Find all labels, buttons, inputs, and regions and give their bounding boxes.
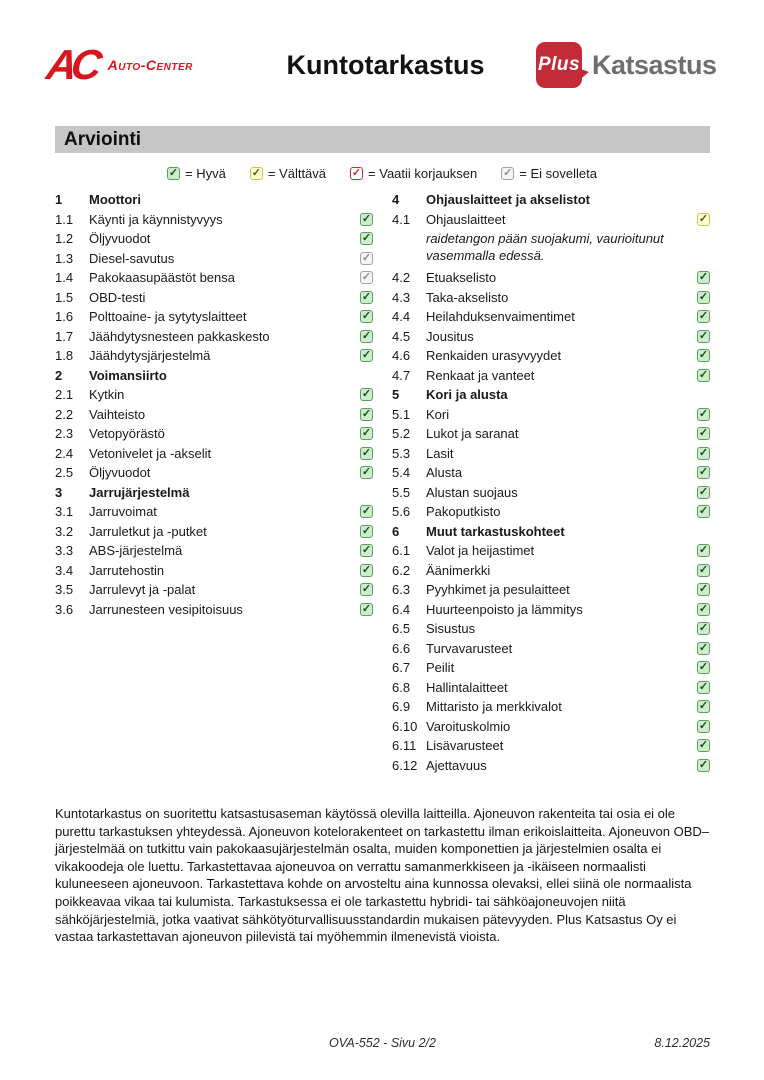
checkbox-good-icon: ✓ bbox=[361, 407, 372, 420]
item-number: 1.3 bbox=[55, 250, 74, 266]
checkbox-good-icon: ✓ bbox=[361, 290, 372, 303]
item-number: 2.4 bbox=[55, 445, 74, 461]
document-header bbox=[0, 0, 764, 96]
checklist-row bbox=[55, 405, 373, 425]
checkbox-good-icon: ✓ bbox=[698, 602, 709, 615]
item-label: Pakoputkisto bbox=[426, 504, 501, 520]
item-number: 5.6 bbox=[392, 504, 411, 520]
item-number: 1.5 bbox=[55, 289, 74, 305]
item-number: 6.10 bbox=[392, 718, 418, 734]
checkbox-repair-icon: ✓ bbox=[351, 167, 362, 179]
item-status bbox=[358, 291, 373, 304]
checkbox-good-icon: ✓ bbox=[698, 680, 709, 693]
item-status bbox=[358, 427, 373, 440]
checkbox-good-icon: ✓ bbox=[698, 505, 709, 518]
checklist-column-left bbox=[55, 190, 373, 619]
item-status bbox=[695, 291, 710, 304]
checklist-row bbox=[392, 405, 710, 425]
item-number: 4.6 bbox=[392, 348, 411, 364]
item-label: Jarrutehostin bbox=[89, 562, 165, 578]
item-number: 1.2 bbox=[55, 231, 74, 247]
checklist-row bbox=[392, 210, 710, 230]
checklist-row bbox=[55, 600, 373, 620]
item-label: Renkaiden urasyvyydet bbox=[426, 348, 562, 364]
checkbox-good-icon: ✓ bbox=[361, 583, 372, 596]
section-header-row bbox=[55, 366, 373, 386]
checklist-row bbox=[392, 268, 710, 288]
item-number: 6.4 bbox=[392, 601, 411, 617]
item-label: Taka-akselisto bbox=[426, 289, 509, 305]
item-number: 6.7 bbox=[392, 660, 411, 676]
checklist-row bbox=[392, 463, 710, 483]
item-status bbox=[695, 700, 710, 713]
footer-page-label: OVA-552 - Sivu 2/2 bbox=[328, 1036, 436, 1050]
section-header-row bbox=[55, 483, 373, 503]
item-label: OBD-testi bbox=[89, 289, 146, 305]
section-number: 4 bbox=[392, 192, 400, 208]
item-number: 3.1 bbox=[55, 504, 74, 520]
checklist-row bbox=[392, 600, 710, 620]
item-label: Käynti ja käynnistyvyys bbox=[89, 211, 223, 227]
checklist-row bbox=[392, 756, 710, 776]
checkbox-good-icon: ✓ bbox=[698, 719, 709, 732]
item-status bbox=[358, 349, 373, 362]
page-title: Kuntotarkastus bbox=[286, 49, 485, 80]
item-label: Jäähdytysnesteen pakkaskesto bbox=[89, 328, 270, 344]
item-status bbox=[358, 603, 373, 616]
item-label: Vaihteisto bbox=[89, 406, 146, 422]
checkbox-good-icon: ✓ bbox=[361, 329, 372, 342]
item-label: Peilit bbox=[426, 660, 455, 676]
item-status bbox=[358, 388, 373, 401]
item-number: 1.6 bbox=[55, 309, 74, 325]
item-number: 5.1 bbox=[392, 406, 411, 422]
checklist-row bbox=[392, 697, 710, 717]
checklist-row bbox=[392, 561, 710, 581]
item-label: Jarrunesteen vesipitoisuus bbox=[89, 601, 243, 617]
legend bbox=[0, 166, 764, 181]
section-title: Jarrujärjestelmä bbox=[89, 484, 190, 500]
item-number: 2.5 bbox=[55, 465, 74, 481]
item-number: 5.3 bbox=[392, 445, 411, 461]
item-number: 1.7 bbox=[55, 328, 74, 344]
item-status bbox=[695, 349, 710, 362]
item-label: Sisustus bbox=[426, 621, 476, 637]
checkbox-good-icon: ✓ bbox=[698, 446, 709, 459]
checklist-row bbox=[392, 678, 710, 698]
item-number: 3.6 bbox=[55, 601, 74, 617]
checkbox-good-icon: ✓ bbox=[361, 388, 372, 401]
item-number: 5.5 bbox=[392, 484, 411, 500]
checklist-row bbox=[55, 522, 373, 542]
item-status bbox=[695, 271, 710, 284]
item-label: Turvavarusteet bbox=[426, 640, 513, 656]
item-label: Jousitus bbox=[426, 328, 474, 344]
item-status bbox=[358, 252, 373, 265]
checkbox-good-icon: ✓ bbox=[698, 290, 709, 303]
checklist-row bbox=[55, 288, 373, 308]
checkbox-good-icon: ✓ bbox=[361, 524, 372, 537]
checkbox-fair-icon: ✓ bbox=[698, 212, 709, 225]
item-status bbox=[358, 505, 373, 518]
plus-badge-label: Plus bbox=[537, 54, 581, 75]
checklist-row bbox=[55, 463, 373, 483]
item-status bbox=[358, 447, 373, 460]
legend-item bbox=[250, 166, 326, 181]
checklist-row bbox=[392, 580, 710, 600]
item-number: 4.7 bbox=[392, 367, 411, 383]
item-status bbox=[695, 564, 710, 577]
checklist-row bbox=[55, 327, 373, 347]
checkbox-good-icon: ✓ bbox=[361, 212, 372, 225]
item-status bbox=[695, 330, 710, 343]
item-number: 6.2 bbox=[392, 562, 411, 578]
item-status bbox=[358, 213, 373, 226]
section-number: 3 bbox=[55, 484, 63, 500]
item-status bbox=[358, 544, 373, 557]
checkbox-good-icon: ✓ bbox=[698, 368, 709, 381]
checklist-row bbox=[55, 346, 373, 366]
checkbox-good-icon: ✓ bbox=[361, 544, 372, 557]
item-label: Diesel-savutus bbox=[89, 250, 175, 266]
legend-label: = Hyvä bbox=[185, 166, 226, 181]
item-number: 3.2 bbox=[55, 523, 74, 539]
item-number: 1.1 bbox=[55, 211, 74, 227]
legend-item bbox=[501, 166, 597, 181]
item-status bbox=[358, 271, 373, 284]
checkbox-good-icon: ✓ bbox=[361, 563, 372, 576]
checkbox-na-icon: ✓ bbox=[503, 167, 513, 179]
checklist-row bbox=[392, 327, 710, 347]
item-label: Ohjauslaitteet bbox=[426, 211, 506, 227]
item-label: Öljyvuodot bbox=[89, 465, 151, 481]
auto-center-logo-text: Auto-Center bbox=[107, 57, 193, 73]
legend-label: = Ei sovelleta bbox=[519, 166, 597, 181]
item-label: Renkaat ja vanteet bbox=[426, 367, 535, 383]
checklist-row bbox=[392, 658, 710, 678]
auto-center-logo bbox=[43, 41, 235, 88]
item-number: 6.6 bbox=[392, 640, 411, 656]
item-label: Huurteenpoisto ja lämmitys bbox=[426, 601, 583, 617]
item-label: Alustan suojaus bbox=[426, 484, 518, 500]
item-label: Heilahduksenvaimentimet bbox=[426, 309, 575, 325]
checkbox-good-icon: ✓ bbox=[698, 427, 709, 440]
item-status bbox=[358, 232, 373, 245]
checkbox-good-icon: ✓ bbox=[698, 271, 709, 284]
checklist-row bbox=[392, 288, 710, 308]
item-label: Valot ja heijastimet bbox=[426, 543, 535, 559]
item-number: 4.2 bbox=[392, 270, 411, 286]
section-header-row bbox=[392, 522, 710, 542]
item-status bbox=[695, 583, 710, 596]
checkbox-good-icon: ✓ bbox=[698, 485, 709, 498]
checkbox-good-icon: ✓ bbox=[698, 622, 709, 635]
section-title: Ohjauslaitteet ja akselistot bbox=[426, 192, 591, 208]
item-label: Jarrulevyt ja -palat bbox=[89, 582, 196, 598]
item-number: 4.5 bbox=[392, 328, 411, 344]
section-number: 6 bbox=[392, 523, 400, 539]
item-status bbox=[358, 310, 373, 323]
legend-label: = Välttävä bbox=[267, 166, 327, 181]
section-header-row bbox=[55, 190, 373, 210]
checklist-row bbox=[392, 366, 710, 386]
item-number: 1.4 bbox=[55, 270, 74, 286]
checkbox-good-icon: ✓ bbox=[361, 446, 372, 459]
checkbox-good-icon: ✓ bbox=[361, 310, 372, 323]
checklist-row bbox=[55, 385, 373, 405]
item-status bbox=[358, 466, 373, 479]
checklist-row bbox=[392, 483, 710, 503]
checkbox-good-icon: ✓ bbox=[698, 758, 709, 771]
item-number: 3.5 bbox=[55, 582, 74, 598]
legend-item bbox=[167, 166, 226, 181]
item-label: Vetopyörästö bbox=[89, 426, 165, 442]
item-label: Jarruletkut ja -putket bbox=[89, 523, 207, 539]
section-number: 2 bbox=[55, 367, 63, 383]
checkbox-good-icon: ✓ bbox=[698, 739, 709, 752]
item-status bbox=[695, 661, 710, 674]
checklist-row bbox=[392, 502, 710, 522]
section-title: Muut tarkastuskohteet bbox=[426, 523, 565, 539]
item-label: Alusta bbox=[426, 465, 463, 481]
footer-date: 8.12.2025 bbox=[654, 1036, 710, 1050]
checkbox-good-icon: ✓ bbox=[698, 407, 709, 420]
item-number: 5.4 bbox=[392, 465, 411, 481]
plus-katsastus-logo bbox=[536, 42, 728, 88]
item-number: 2.3 bbox=[55, 426, 74, 442]
item-status bbox=[695, 310, 710, 323]
item-number: 6.1 bbox=[392, 543, 411, 559]
item-number: 6.9 bbox=[392, 699, 411, 715]
checkbox-good-icon: ✓ bbox=[698, 583, 709, 596]
checklist-row bbox=[392, 444, 710, 464]
item-number: 4.1 bbox=[392, 211, 411, 227]
item-label: ABS-järjestelmä bbox=[89, 543, 183, 559]
checklist-row bbox=[55, 268, 373, 288]
item-label: Äänimerkki bbox=[426, 562, 491, 578]
disclaimer-text: Kuntotarkastus on suoritettu katsastusaseman käytössä olevilla laitteilla. Ajoneuvon rakenteita tai osia ei ole purettu tarkastuksen yhteydessä. Ajoneuvon kotelorakenteet on tarkastettu ilman erikoislaitteita. Ajoneuvon OBD–järjestelmää on tutkittu vain pakokaasujärjestelmän osalta, muiden komponettien ja järjestelmien osalta ei vikakoodeja ole luettu. Tarkastettavaa ajoneuvoa on verrattu samanmerkkiseen ja -ikäiseen normaalisti kuluneeseen ajoneuvoon. Tarkastettava kohde on arvosteltu aina kunnossa olevaksi, ellei siinä ole normaalista poikkeavaa vikaa tai kulumista. Tarkastuksessa ei ole tarkastettu hybridi- tai sähköajoneuvojen niitä sähköjärjestelmiä, jotka vaativat sähkötyöturvallisuusstandardin mukaisen pätevyyden. Plus Katsastus Oy ei vastaa tarkastettavan ajoneuvon piilevistä tai myöhemmin ilmenevistä vioista. bbox=[55, 806, 709, 945]
page-footer bbox=[55, 1036, 710, 1052]
checklist-row bbox=[392, 639, 710, 659]
section-header-row bbox=[392, 190, 710, 210]
checkbox-good-icon: ✓ bbox=[361, 427, 372, 440]
plus-badge-icon bbox=[536, 42, 582, 88]
item-number: 5.2 bbox=[392, 426, 411, 442]
item-label: Lasit bbox=[426, 445, 454, 461]
item-label: Pyyhkimet ja pesulaitteet bbox=[426, 582, 570, 598]
section-number: 5 bbox=[392, 387, 400, 403]
checkbox-good-icon: ✓ bbox=[168, 167, 179, 179]
katsastus-logo-text: Katsastus bbox=[592, 49, 717, 80]
item-status bbox=[358, 564, 373, 577]
item-number: 6.12 bbox=[392, 757, 418, 773]
item-number: 6.3 bbox=[392, 582, 411, 598]
item-status bbox=[695, 369, 710, 382]
item-number: 1.8 bbox=[55, 348, 74, 364]
checklist-row bbox=[55, 424, 373, 444]
checkbox-na-icon: ✓ bbox=[361, 271, 372, 284]
item-status bbox=[695, 427, 710, 440]
item-status bbox=[695, 681, 710, 694]
checklist-column-right bbox=[392, 190, 710, 775]
item-status bbox=[358, 525, 373, 538]
auto-center-logo-mark-icon: AC bbox=[43, 41, 100, 88]
item-note: raidetangon pään suojakumi, vaurioitunut vasemmalla edessä. bbox=[426, 231, 664, 263]
item-status bbox=[358, 408, 373, 421]
checklist-row bbox=[392, 736, 710, 756]
checklist-row bbox=[392, 346, 710, 366]
checklist-row bbox=[55, 444, 373, 464]
checkbox-good-icon: ✓ bbox=[361, 505, 372, 518]
item-label: Mittaristo ja merkkivalot bbox=[426, 699, 562, 715]
item-number: 2.1 bbox=[55, 387, 74, 403]
checkbox-good-icon: ✓ bbox=[361, 232, 372, 245]
item-number: 6.11 bbox=[392, 738, 417, 754]
checkbox-good-icon: ✓ bbox=[698, 563, 709, 576]
item-status bbox=[695, 642, 710, 655]
checklist-row bbox=[392, 619, 710, 639]
item-label: Polttoaine- ja sytytyslaitteet bbox=[89, 309, 247, 325]
item-status bbox=[695, 466, 710, 479]
checkbox-good-icon: ✓ bbox=[698, 466, 709, 479]
item-label: Jarruvoimat bbox=[89, 504, 157, 520]
item-number: 6.5 bbox=[392, 621, 411, 637]
checkbox-good-icon: ✓ bbox=[698, 641, 709, 654]
checkbox-good-icon: ✓ bbox=[361, 602, 372, 615]
item-status bbox=[358, 583, 373, 596]
legend-label: = Vaatii korjauksen bbox=[368, 166, 478, 181]
item-label: Lukot ja saranat bbox=[426, 426, 519, 442]
checklist-row bbox=[392, 424, 710, 444]
checklist-row bbox=[392, 541, 710, 561]
item-label: Hallintalaitteet bbox=[426, 679, 508, 695]
section-bar-title: Arviointi bbox=[64, 128, 142, 150]
checklist bbox=[55, 190, 710, 775]
legend-item bbox=[350, 166, 477, 181]
item-status bbox=[695, 622, 710, 635]
item-status bbox=[695, 486, 710, 499]
item-label: Vetonivelet ja -akselit bbox=[89, 445, 212, 461]
checkbox-fair-icon: ✓ bbox=[251, 167, 261, 179]
checkbox-good-icon: ✓ bbox=[698, 700, 709, 713]
item-status bbox=[695, 408, 710, 421]
item-label: Kytkin bbox=[89, 387, 125, 403]
checklist-row bbox=[55, 580, 373, 600]
section-title: Kori ja alusta bbox=[426, 387, 508, 403]
plus-badge-tail bbox=[578, 68, 589, 81]
item-label: Lisävarusteet bbox=[426, 738, 504, 754]
checklist-row bbox=[55, 561, 373, 581]
item-status bbox=[695, 544, 710, 557]
item-status bbox=[695, 603, 710, 616]
item-label: Öljyvuodot bbox=[89, 231, 151, 247]
item-number: 2.2 bbox=[55, 406, 74, 422]
item-status bbox=[695, 505, 710, 518]
item-label: Pakokaasupäästöt bensa bbox=[89, 270, 235, 286]
item-number: 4.4 bbox=[392, 309, 411, 325]
section-header-row bbox=[392, 385, 710, 405]
checkbox-good-icon: ✓ bbox=[361, 466, 372, 479]
item-status bbox=[695, 213, 710, 226]
item-status bbox=[695, 739, 710, 752]
checkbox-good-icon: ✓ bbox=[698, 661, 709, 674]
checkbox-good-icon: ✓ bbox=[698, 349, 709, 362]
section-bar bbox=[55, 126, 710, 153]
checklist-row bbox=[55, 210, 373, 230]
checkbox-good-icon: ✓ bbox=[698, 310, 709, 323]
checklist-row bbox=[392, 307, 710, 327]
item-number: 3.3 bbox=[55, 543, 74, 559]
item-number: 3.4 bbox=[55, 562, 74, 578]
checkbox-good-icon: ✓ bbox=[698, 329, 709, 342]
item-status bbox=[695, 447, 710, 460]
item-label: Kori bbox=[426, 406, 450, 422]
item-status bbox=[358, 330, 373, 343]
item-status bbox=[695, 759, 710, 772]
checklist-row bbox=[392, 717, 710, 737]
section-number: 1 bbox=[55, 192, 63, 208]
checkbox-good-icon: ✓ bbox=[361, 349, 372, 362]
item-label: Varoituskolmio bbox=[426, 718, 511, 734]
item-status bbox=[695, 720, 710, 733]
checklist-row bbox=[55, 249, 373, 269]
item-label: Jäähdytysjärjestelmä bbox=[89, 348, 211, 364]
checklist-row bbox=[55, 541, 373, 561]
checklist-row bbox=[55, 229, 373, 249]
item-label: Etuakselisto bbox=[426, 270, 497, 286]
item-label: Ajettavuus bbox=[426, 757, 487, 773]
checkbox-good-icon: ✓ bbox=[698, 544, 709, 557]
item-number: 6.8 bbox=[392, 679, 411, 695]
checkbox-na-icon: ✓ bbox=[361, 251, 372, 264]
section-title: Moottori bbox=[89, 192, 141, 208]
checklist-row bbox=[55, 307, 373, 327]
checklist-row bbox=[55, 502, 373, 522]
item-number: 4.3 bbox=[392, 289, 411, 305]
section-title: Voimansiirto bbox=[89, 367, 167, 383]
